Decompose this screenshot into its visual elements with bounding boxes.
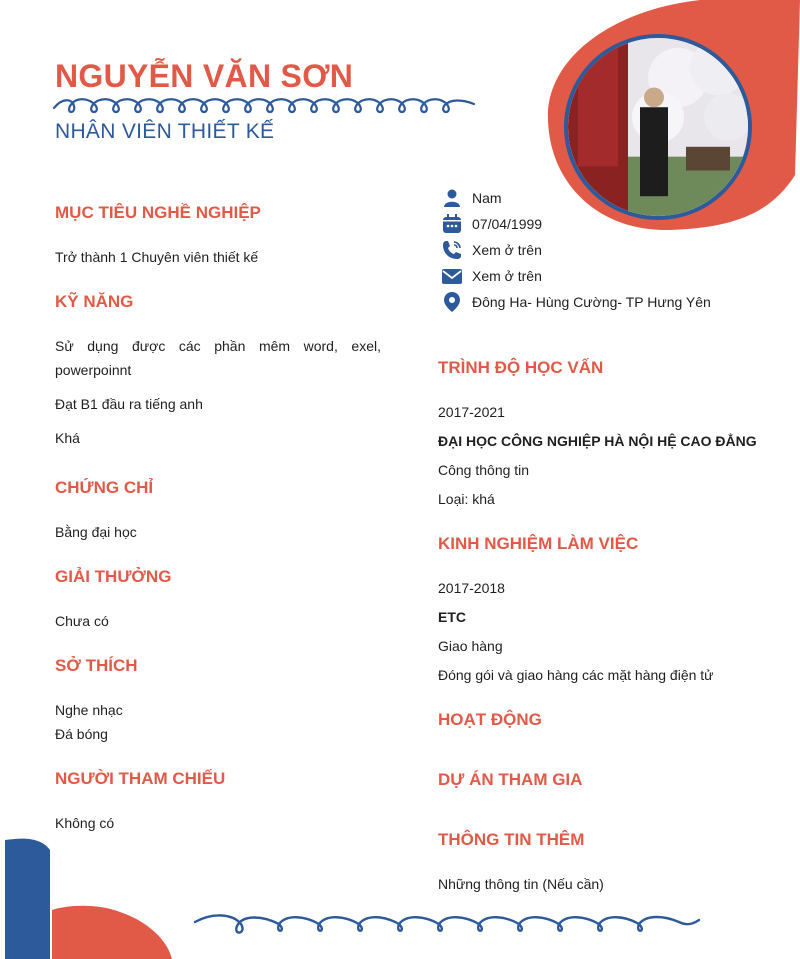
education-school: ĐẠI HỌC CÔNG NGHIỆP HÀ NỘI HỆ CAO ĐẲNG: [438, 433, 757, 449]
phone-row: [440, 238, 542, 262]
section-title-projects: DỰ ÁN THAM GIA: [438, 770, 583, 789]
references-text: Không có: [55, 815, 115, 831]
calendar-icon: [440, 212, 464, 236]
section-title-hobbies: SỞ THÍCH: [55, 656, 138, 675]
user-icon: [440, 186, 464, 210]
gender-value: Nam: [472, 190, 502, 206]
section-title-objective: MỤC TIÊU NGHỀ NGHIỆP: [55, 203, 261, 222]
address-row: [440, 290, 711, 314]
birthday-value: 07/04/1999: [472, 216, 543, 232]
section-title-skills: KỸ NĂNG: [55, 292, 134, 311]
skill-item: Đạt B1 đầu ra tiếng anh: [55, 396, 203, 412]
phone-value: Xem ở trên: [472, 242, 542, 258]
experience-position: Giao hàng: [438, 638, 503, 654]
footer-squiggle-decoration: [193, 908, 703, 940]
mail-icon: [440, 264, 464, 288]
email-value: Xem ở trên: [472, 268, 542, 284]
objective-text: Trở thành 1 Chuyên viên thiết kế: [55, 249, 259, 265]
section-title-extra: THÔNG TIN THÊM: [438, 830, 585, 849]
gender-row: [440, 186, 502, 210]
section-title-activities: HOẠT ĐỘNG: [438, 710, 542, 729]
section-title-certificates: CHỨNG CHỈ: [55, 478, 154, 497]
birthday-row: [440, 212, 542, 236]
section-title-awards: GIẢI THƯỞNG: [55, 567, 172, 586]
education-period: 2017-2021: [438, 404, 505, 420]
email-row: [440, 264, 542, 288]
section-title-experience: KINH NGHIỆM LÀM VIỆC: [438, 534, 639, 553]
experience-description: Đóng gói và giao hàng các mặt hàng điện tử: [438, 667, 714, 683]
phone-icon: [440, 238, 464, 262]
hobby-item: Đá bóng: [55, 726, 108, 742]
name-underline-decoration: [52, 94, 477, 118]
profile-photo: [564, 34, 752, 220]
education-grade: Loại: khá: [438, 491, 495, 507]
location-pin-icon: [440, 290, 464, 314]
hobby-item: Nghe nhạc: [55, 702, 123, 718]
education-major: Công thông tin: [438, 462, 530, 478]
awards-text: Chưa có: [55, 613, 109, 629]
footer-decoration: [0, 830, 180, 959]
job-title: NHÂN VIÊN THIẾT KẾ: [55, 120, 275, 143]
experience-period: 2017-2018: [438, 580, 505, 596]
experience-company: ETC: [438, 609, 466, 625]
skill-item: Khá: [55, 430, 80, 446]
section-title-references: NGƯỜI THAM CHIẾU: [55, 769, 226, 788]
certificate-text: Bằng đại học: [55, 524, 137, 540]
section-title-education: TRÌNH ĐỘ HỌC VẤN: [438, 358, 604, 377]
candidate-name: NGUYỄN VĂN SƠN: [55, 58, 354, 94]
address-value: Đông Ha- Hùng Cường- TP Hưng Yên: [472, 294, 711, 310]
extra-text: Những thông tin (Nếu cần): [438, 876, 604, 892]
skill-item: Sử dụng được các phần mêm word, exel, powerpoinnt: [55, 338, 381, 378]
